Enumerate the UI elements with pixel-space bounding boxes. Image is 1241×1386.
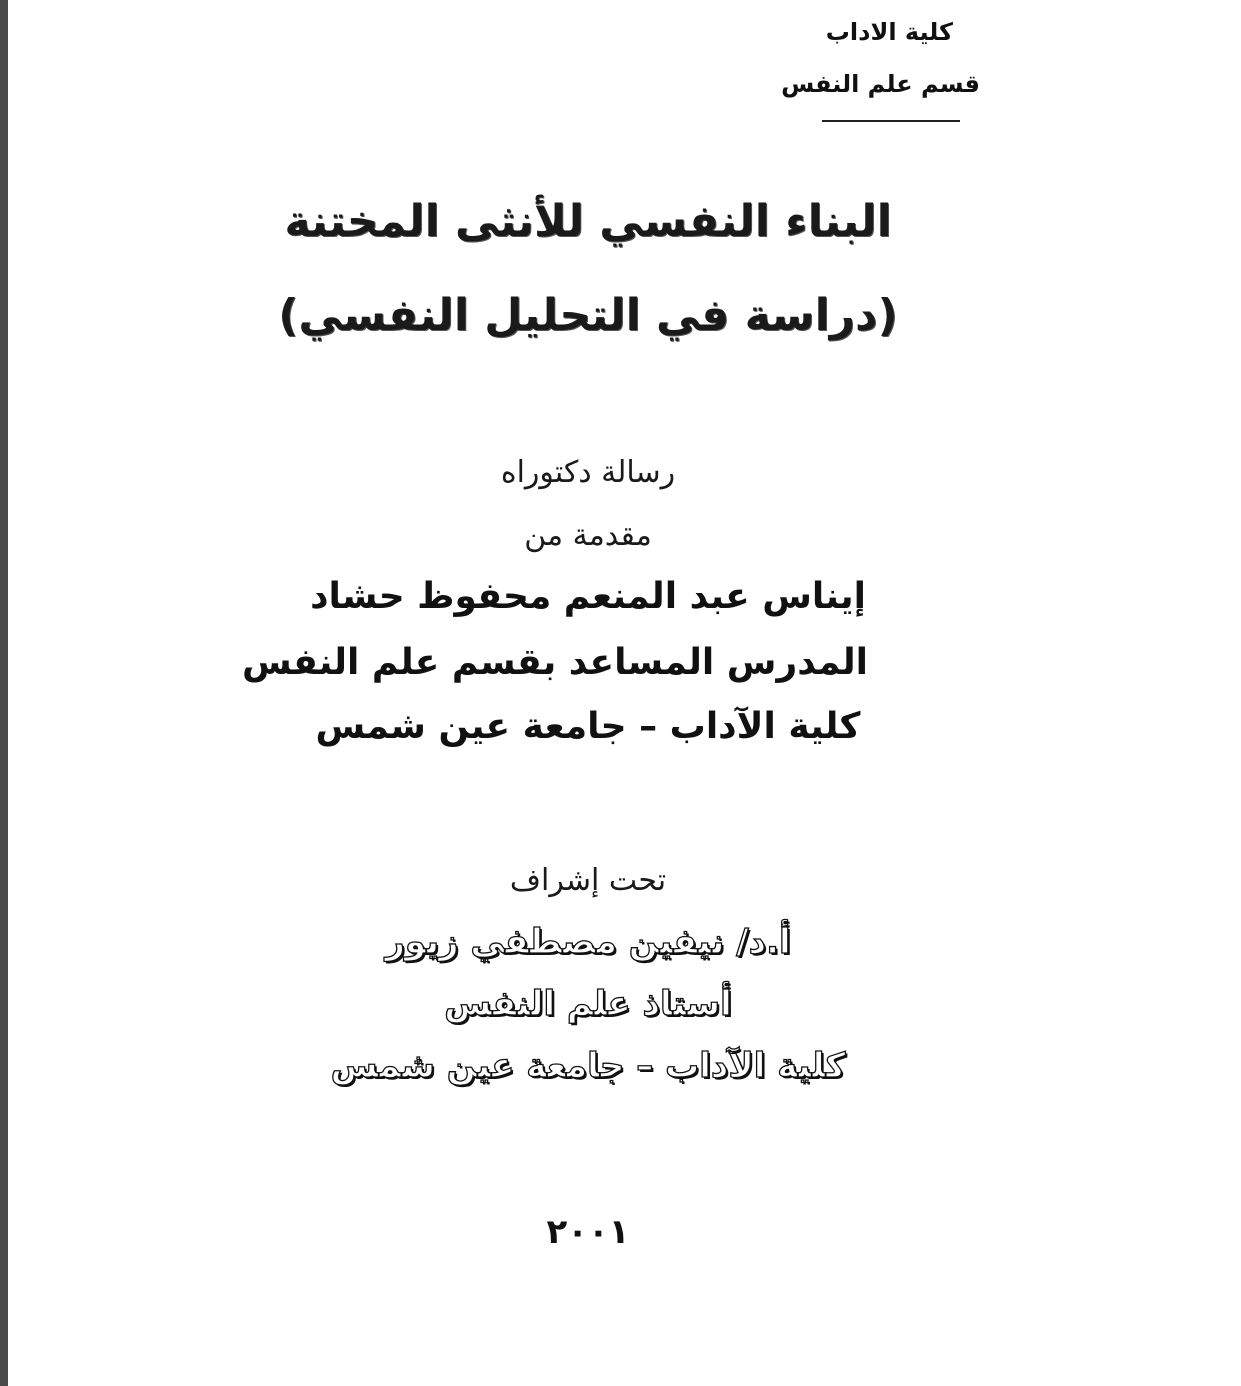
faculty-header: كلية الاداب	[825, 18, 953, 46]
submitted-by-label: مقدمة من	[524, 518, 652, 553]
author-position: المدرس المساعد بقسم علم النفس	[241, 642, 868, 683]
thesis-type: رسالة دكتوراه	[500, 455, 676, 490]
thesis-title: البناء النفسي للأنثى المختنة	[284, 196, 892, 247]
supervisor-title: أستاذ علم النفس	[444, 984, 732, 1024]
supervisor-name: أ.د/ نيفين مصطفي زيور	[385, 922, 791, 962]
author-name: إيناس عبد المنعم محفوظ حشاد	[310, 576, 866, 617]
thesis-subtitle: (دراسة في التحليل النفسي)	[278, 290, 898, 341]
department-header: قسم علم النفس	[781, 70, 980, 98]
supervisor-affiliation: كلية الآداب – جامعة عين شمس	[330, 1046, 846, 1086]
year: ٢٠٠١	[546, 1212, 630, 1252]
scan-left-edge	[0, 0, 8, 1386]
thesis-cover-page	[8, 0, 1241, 1386]
author-affiliation: كلية الآداب – جامعة عين شمس	[315, 706, 861, 747]
header-divider	[822, 120, 960, 122]
supervision-label: تحت إشراف	[509, 863, 667, 898]
